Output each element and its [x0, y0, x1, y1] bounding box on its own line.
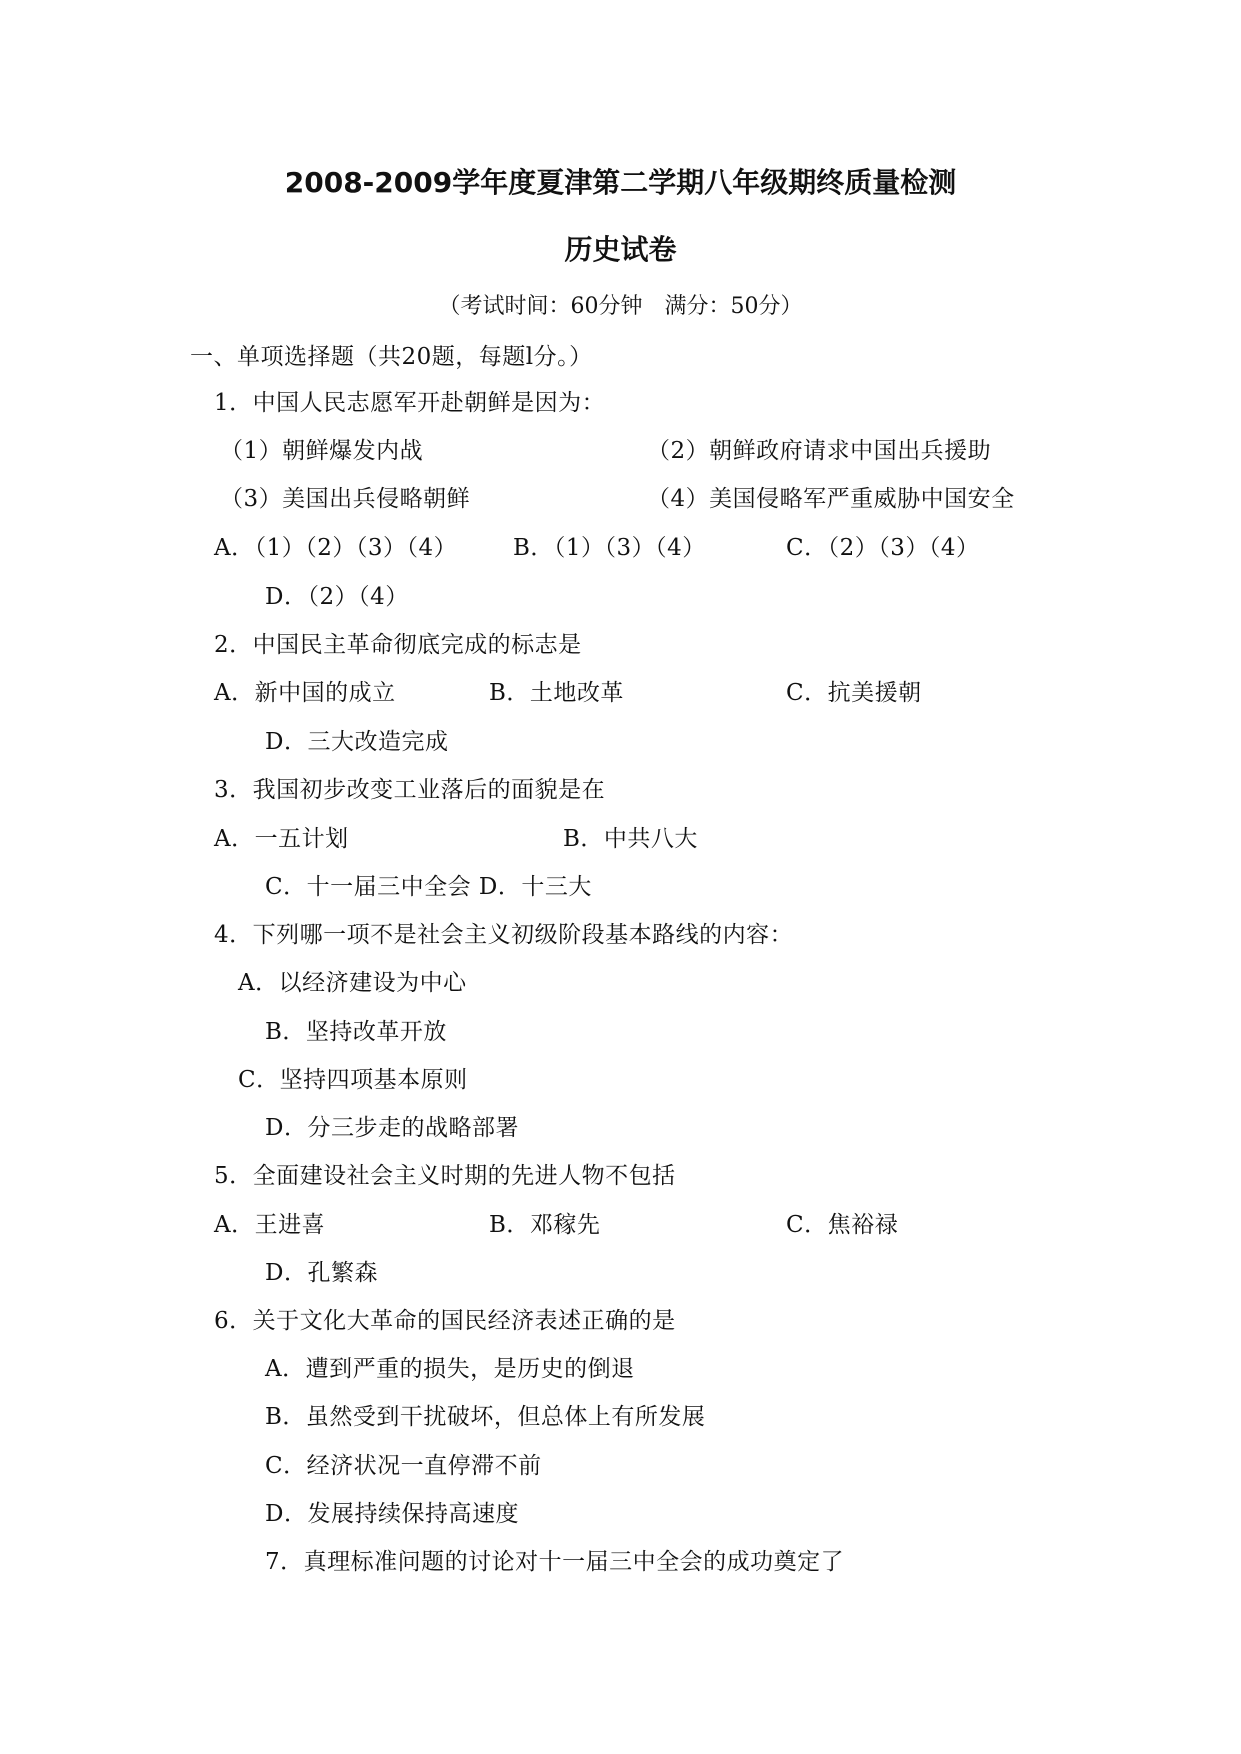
question-5-option-b: B．邓稼先: [489, 1212, 601, 1238]
question-4-option-a: A．以经济建设为中心: [238, 970, 467, 996]
question-1-option-b: B．（1）（3）（4）: [513, 535, 706, 561]
question-1-stem: 1．中国人民志愿军开赴朝鲜是因为：: [214, 390, 606, 416]
question-3-option-a: A．一五计划: [214, 826, 349, 852]
question-4-option-d: D．分三步走的战略部署: [265, 1115, 519, 1141]
question-4-option-b: B．坚持改革开放: [265, 1019, 447, 1045]
question-6-option-b: B．虽然受到干扰破坏，但总体上有所发展: [265, 1404, 706, 1430]
section-heading: 一、单项选择题（共20题，每题l分。）: [190, 344, 593, 370]
question-2-option-b: B．土地改革: [489, 680, 624, 706]
question-1-option-c: C．（2）（3）（4）: [786, 535, 980, 561]
question-5-option-c: C．焦裕禄: [786, 1212, 899, 1238]
question-6-option-c: C．经济状况一直停滞不前: [265, 1453, 542, 1479]
question-7-stem: 7．真理标准问题的讨论对十一届三中全会的成功奠定了: [265, 1549, 845, 1575]
question-2-option-d: D．三大改造完成: [265, 729, 449, 755]
question-1-option-d: D．（2）（4）: [265, 584, 409, 610]
question-1-item-2: （2）朝鲜政府请求中国出兵援助: [647, 438, 992, 464]
question-5-option-d: D．孔繁森: [265, 1260, 378, 1286]
question-6-option-d: D．发展持续保持高速度: [265, 1501, 519, 1527]
question-5-option-a: A．王进喜: [214, 1212, 326, 1238]
question-3-option-b: B．中共八大: [563, 826, 698, 852]
question-6-stem: 6．关于文化大革命的国民经济表述正确的是: [214, 1308, 676, 1334]
question-1-item-1: （1）朝鲜爆发内战: [220, 438, 424, 464]
question-2-option-c: C．抗美援朝: [786, 680, 922, 706]
question-6-option-a: A．遭到严重的损失，是历史的倒退: [265, 1356, 635, 1382]
exam-subject: 历史试卷: [564, 233, 677, 266]
question-1-option-a: A．（1）（2）（3）（4）: [214, 535, 458, 561]
question-4-stem: 4．下列哪一项不是社会主义初级阶段基本路线的内容：: [214, 922, 794, 948]
question-3-option-cd: C．十一届三中全会 D．十三大: [265, 874, 592, 900]
exam-info: （考试时间：60分钟 满分：50分）: [438, 294, 803, 319]
question-5-stem: 5．全面建设社会主义时期的先进人物不包括: [214, 1163, 676, 1189]
question-1-item-3: （3）美国出兵侵略朝鲜: [220, 486, 471, 512]
question-2-stem: 2．中国民主革命彻底完成的标志是: [214, 632, 582, 658]
question-3-stem: 3．我国初步改变工业落后的面貌是在: [214, 777, 606, 803]
exam-title: 2008-2009学年度夏津第二学期八年级期终质量检测: [284, 166, 957, 199]
question-4-option-c: C．坚持四项基本原则: [238, 1067, 468, 1093]
question-1-item-4: （4）美国侵略军严重威胁中国安全: [647, 486, 1015, 512]
question-2-option-a: A．新中国的成立: [214, 680, 396, 706]
